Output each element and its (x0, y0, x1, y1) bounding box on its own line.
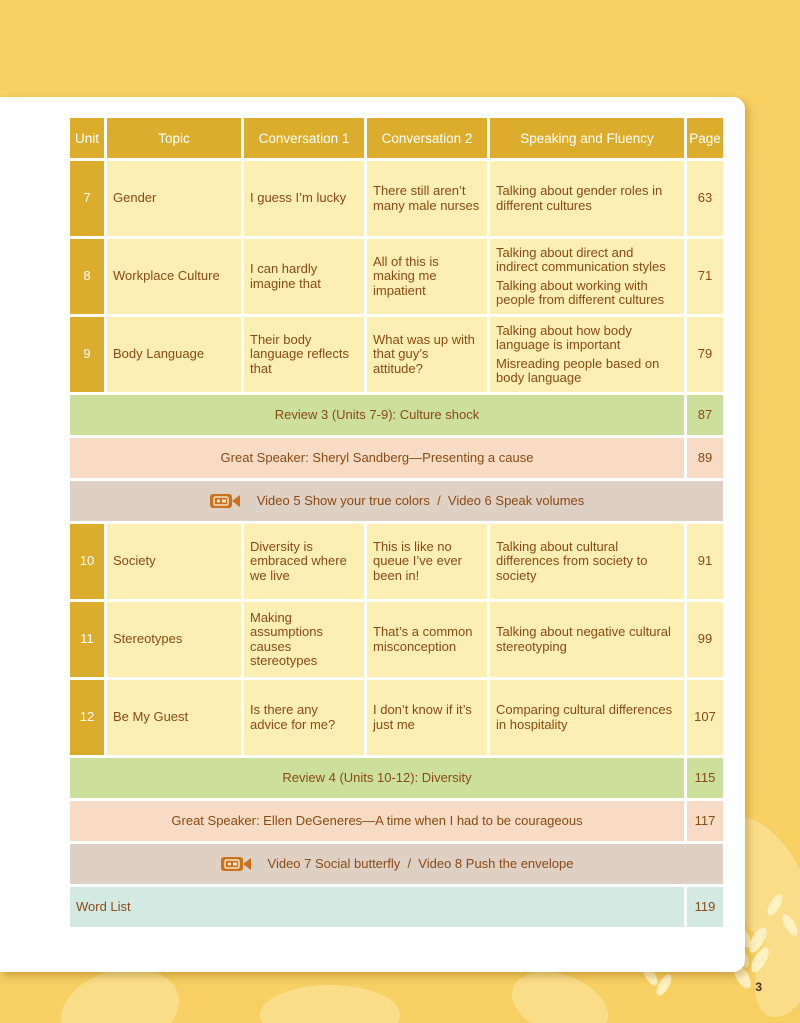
conversation-1: Making assumptions causes stereotypes (244, 602, 364, 677)
unit-topic: Workplace Culture (107, 239, 241, 314)
page-number-cell: 91 (687, 524, 723, 599)
unit-number: 8 (70, 239, 104, 314)
table-row-unit-10 (70, 524, 723, 599)
unit-number: 11 (70, 602, 104, 677)
unit-number: 7 (70, 161, 104, 236)
unit-topic: Be My Guest (107, 680, 241, 755)
unit-number: 10 (70, 524, 104, 599)
conversation-2: This is like no queue I’ve ever been in! (367, 524, 487, 599)
conversation-1: Their body language reflects that (244, 317, 364, 392)
review-title: Review 4 (Units 10-12): Diversity (70, 758, 684, 798)
page-number: 3 (755, 980, 762, 994)
conversation-2: What was up with that guy’s attitude? (367, 317, 487, 392)
table-row-unit-7 (70, 161, 723, 236)
unit-topic: Body Language (107, 317, 241, 392)
great-speaker-title: Great Speaker: Sheryl Sandberg—Presenting a cause (70, 438, 684, 478)
speaking-fluency (490, 317, 684, 392)
speaking-fluency (490, 524, 684, 599)
page-number-cell: 87 (687, 395, 723, 435)
speaking-item: Talking about cultural differences from society to society (496, 538, 648, 583)
great-speaker-title: Great Speaker: Ellen DeGeneres—A time when I had to be courageous (70, 801, 684, 841)
review-row-3 (70, 395, 723, 435)
speaking-fluency (490, 239, 684, 314)
table-row-unit-11 (70, 602, 723, 677)
unit-topic: Stereotypes (107, 602, 241, 677)
conversation-1: I can hardly imagine that (244, 239, 364, 314)
header-page: Page (687, 118, 723, 158)
video-row-2 (70, 844, 723, 884)
review-title: Review 3 (Units 7-9): Culture shock (70, 395, 684, 435)
speaking-item: Talking about how body language is important (496, 322, 632, 352)
video-titles: Video 7 Social butterfly / Video 8 Push the envelope (267, 855, 574, 871)
page-number-cell: 119 (687, 887, 723, 927)
great-speaker-row-2 (70, 801, 723, 841)
speaking-fluency (490, 680, 684, 755)
header-unit: Unit (70, 118, 104, 158)
speaking-item: Talking about working with people from different cultures (496, 277, 665, 307)
page-number-cell: 63 (687, 161, 723, 236)
video-row-1 (70, 481, 723, 521)
video-camera-icon (220, 856, 252, 872)
conversation-2: There still aren’t many male nurses (367, 161, 487, 236)
speaking-item: Talking about negative cultural stereotyping (496, 624, 671, 654)
conversation-2: That’s a common misconception (367, 602, 487, 677)
word-list-row (70, 887, 723, 927)
unit-topic: Gender (107, 161, 241, 236)
speaking-item: Talking about direct and indirect communication styles (496, 244, 666, 274)
unit-topic: Society (107, 524, 241, 599)
great-speaker-row-1 (70, 438, 723, 478)
speaking-item: Misreading people based on body language (496, 355, 660, 385)
header-conversation-1: Conversation 1 (244, 118, 364, 158)
video-cell (70, 481, 723, 521)
page-number-cell: 117 (687, 801, 723, 841)
header-topic: Topic (107, 118, 241, 158)
table-of-contents (67, 115, 726, 930)
table-row-unit-12 (70, 680, 723, 755)
speaking-item: Comparing cultural differences in hospitality (496, 702, 673, 732)
page-number-cell: 99 (687, 602, 723, 677)
conversation-1: I guess I’m lucky (244, 161, 364, 236)
unit-number: 9 (70, 317, 104, 392)
conversation-1: Is there any advice for me? (244, 680, 364, 755)
page-number-cell: 89 (687, 438, 723, 478)
conversation-1: Diversity is embraced where we live (244, 524, 364, 599)
page-number-cell: 79 (687, 317, 723, 392)
video-camera-icon (209, 493, 241, 509)
page-number-cell: 115 (687, 758, 723, 798)
unit-number: 12 (70, 680, 104, 755)
speaking-item: Talking about gender roles in different cultures (496, 183, 663, 213)
conversation-2: All of this is making me impatient (367, 239, 487, 314)
word-list-title: Word List (70, 887, 684, 927)
table-row-unit-8 (70, 239, 723, 314)
video-cell (70, 844, 723, 884)
table-row-unit-9 (70, 317, 723, 392)
page-number-cell: 107 (687, 680, 723, 755)
page-number-cell: 71 (687, 239, 723, 314)
header-conversation-2: Conversation 2 (367, 118, 487, 158)
video-titles: Video 5 Show your true colors / Video 6 Speak volumes (256, 492, 585, 508)
review-row-4 (70, 758, 723, 798)
speaking-fluency (490, 161, 684, 236)
speaking-fluency (490, 602, 684, 677)
header-speaking-fluency: Speaking and Fluency (490, 118, 684, 158)
table-header-row (70, 118, 723, 158)
conversation-2: I don’t know if it’s just me (367, 680, 487, 755)
